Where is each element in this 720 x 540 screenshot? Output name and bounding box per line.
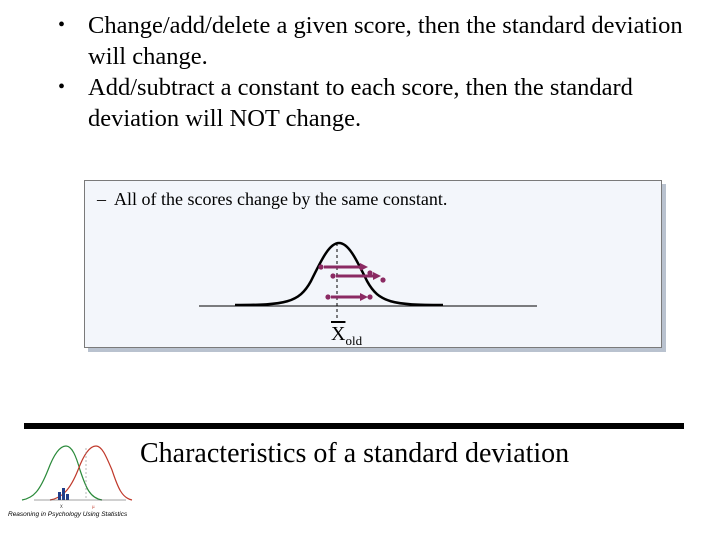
bullet-text: Change/add/delete a given score, then the standard deviation will change. — [88, 12, 683, 70]
sub-bullet-dash: – — [97, 189, 106, 209]
svg-text:μ: μ — [92, 504, 95, 509]
course-logo-icon — [14, 430, 134, 512]
footer-divider — [24, 423, 684, 429]
xbar-symbol: $\overline{X}$ — [331, 323, 346, 345]
distribution-diagram — [85, 181, 661, 347]
xbar-subscript: old — [345, 333, 363, 348]
distribution-figure — [84, 180, 662, 348]
bullet-text: Add/subtract a constant to each score, then the standard deviation will NOT change. — [88, 74, 633, 132]
slide-title: Characteristics of a standard deviation — [140, 438, 570, 469]
svg-text:X: X — [60, 504, 63, 509]
bullet-list — [52, 10, 692, 134]
bullet-dot: • — [58, 14, 66, 36]
old-score-point — [318, 264, 323, 269]
bullet-item — [52, 10, 692, 72]
arrowhead — [360, 263, 368, 271]
new-score-point — [380, 277, 385, 282]
sub-bullet-text: All of the scores change by the same constant. — [114, 189, 448, 209]
score-shift-arrows — [318, 263, 385, 301]
old-score-point — [325, 294, 330, 299]
arrowhead — [360, 293, 368, 301]
xbar-old-label — [331, 324, 362, 351]
old-score-point — [330, 273, 335, 278]
logo-caption: Reasoning in Psychology Using Statistics — [8, 511, 128, 518]
arrowhead — [373, 272, 381, 280]
new-score-point — [367, 294, 372, 299]
bullet-dot: • — [58, 76, 66, 98]
bullet-item — [52, 72, 692, 134]
